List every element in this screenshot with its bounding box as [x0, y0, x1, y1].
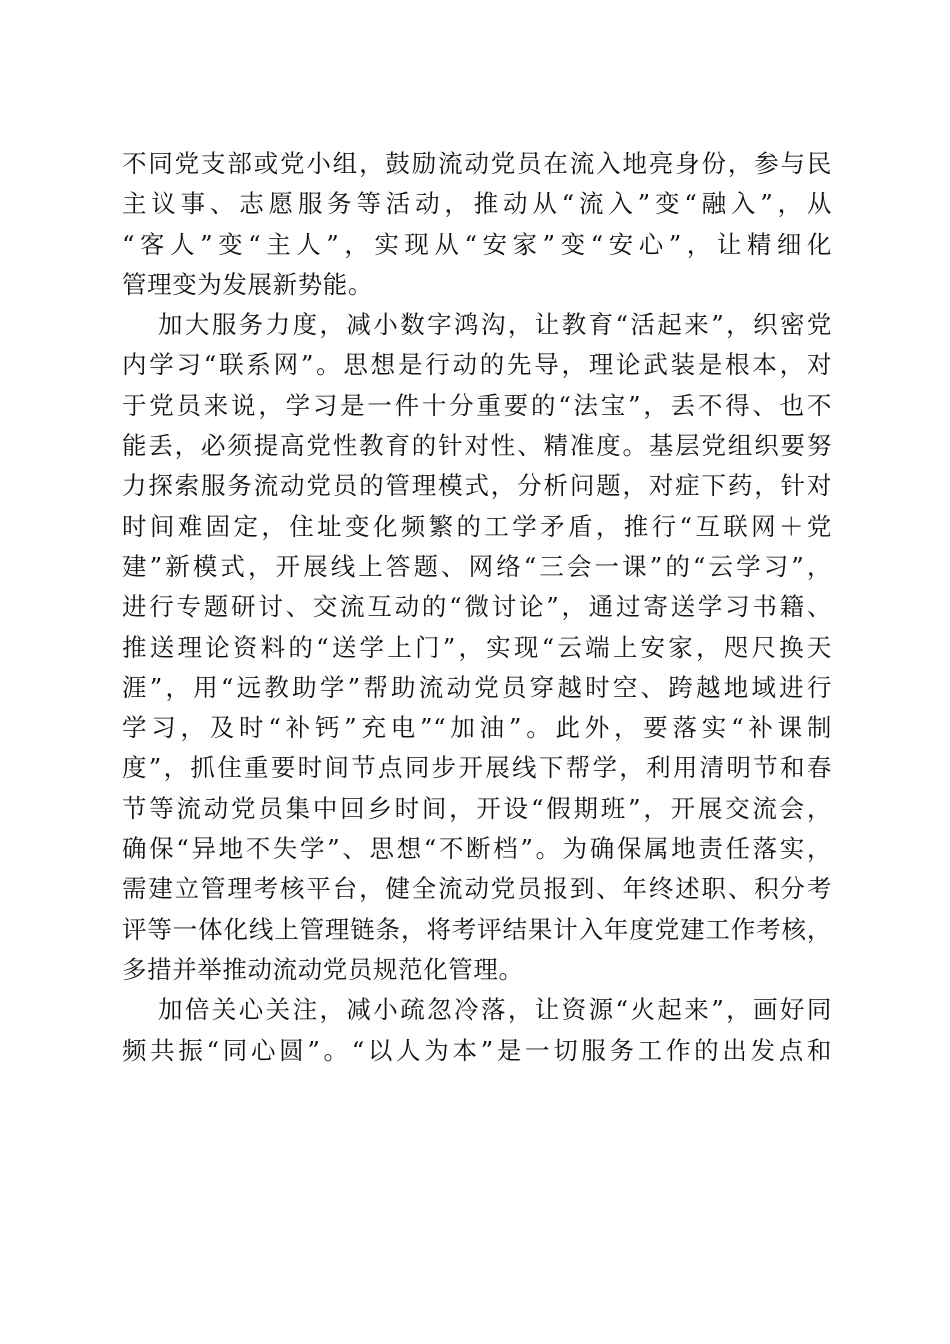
- text-line: 推送理论资料的“送学上门”，实现“云端上安家，咫尺换天: [122, 632, 832, 662]
- text-line: 管理变为发展新势能。: [122, 269, 373, 299]
- text-line: 时间难固定，住址变化频繁的工学矛盾，推行“互联网＋党: [122, 511, 832, 541]
- text-line: 于党员来说，学习是一件十分重要的“法宝”，丢不得、也不: [122, 390, 832, 420]
- text-line: 内学习“联系网”。思想是行动的先导，理论武装是根本，对: [122, 350, 832, 380]
- text-line: 进行专题研讨、交流互动的“微讨论”，通过寄送学习书籍、: [122, 592, 832, 622]
- body-text: [122, 144, 832, 1071]
- text-line: 学习，及时“补钙”充电”“加油”。此外，要落实“补课制: [122, 713, 832, 743]
- text-line: 不同党支部或党小组，鼓励流动党员在流入地亮身份，参与民: [122, 149, 832, 178]
- text-line: 节等流动党员集中回乡时间，开设“假期班”，开展交流会，: [122, 793, 832, 823]
- text-line: 评等一体化线上管理链条，将考评结果计入年度党建工作考核，: [122, 914, 832, 944]
- text-line: 度”，抓住重要时间节点同步开展线下帮学，利用清明节和春: [122, 753, 832, 783]
- text-line: 加大服务力度，减小数字鸿沟，让教育“活起来”，织密党: [158, 310, 832, 340]
- text-line: 加倍关心关注，减小疏忽冷落，让资源“火起来”，画好同: [158, 995, 832, 1025]
- text-line: 多措并举推动流动党员规范化管理。: [122, 954, 524, 984]
- text-line: 主议事、志愿服务等活动，推动从“流入”变“融入”，从: [122, 189, 832, 219]
- text-line: 涯”，用“远教助学”帮助流动党员穿越时空、跨越地域进行: [122, 672, 832, 702]
- text-line: “客人”变“主人”，实现从“安家”变“安心”，让精细化: [122, 229, 832, 259]
- text-line: 建”新模式，开展线上答题、网络“三会一课”的“云学习”，: [122, 551, 832, 581]
- text-line: 能丢，必须提高党性教育的针对性、精准度。基层党组织要努: [122, 431, 832, 461]
- text-line: 力探索服务流动党员的管理模式，分析问题，对症下药，针对: [122, 471, 832, 501]
- text-line: 确保“异地不失学”、思想“不断档”。为确保属地责任落实，: [122, 834, 832, 864]
- text-line: 频共振“同心圆”。“以人为本”是一切服务工作的出发点和: [122, 1035, 832, 1065]
- text-line: 需建立管理考核平台，健全流动党员报到、年终述职、积分考: [122, 874, 832, 904]
